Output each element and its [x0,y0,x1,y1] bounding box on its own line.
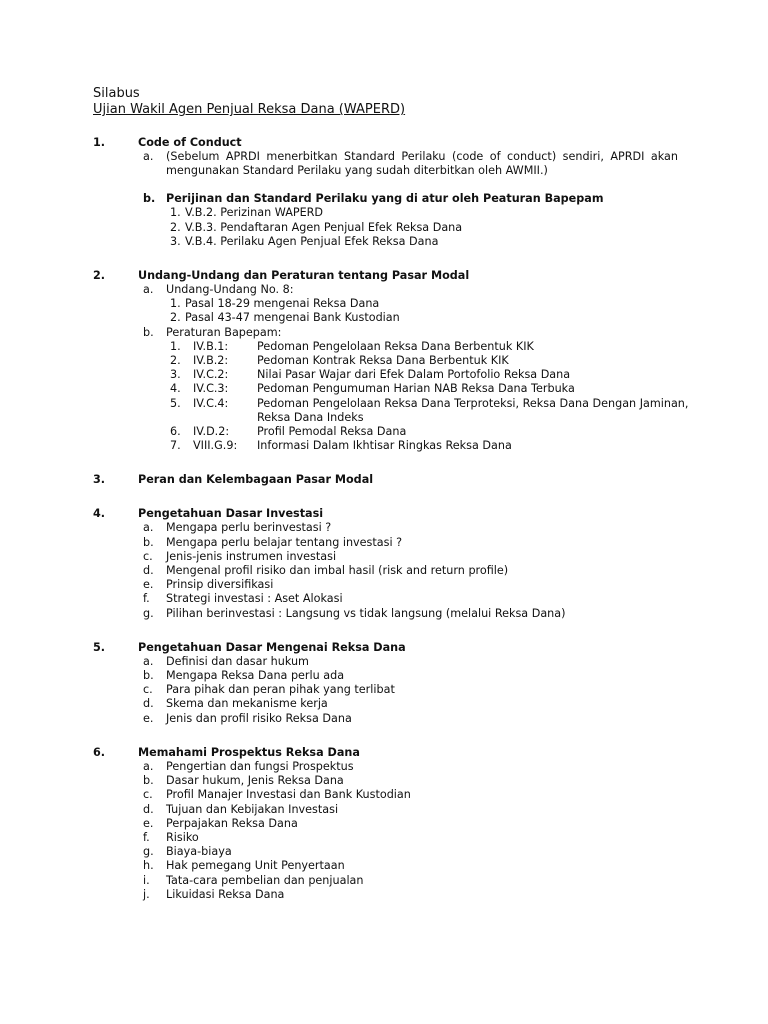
list-item [93,235,693,249]
section-title: Peran dan Kelembagaan Pasar Modal [138,473,374,487]
nested-list [93,297,693,325]
section-1 [93,136,693,249]
item-text: Hak pemegang Unit Penyertaan [166,859,345,873]
item-list [93,521,693,620]
list-item [93,283,693,297]
item-marker: c. [143,788,153,802]
item-text: Skema dan mekanisme kerja [166,697,328,711]
item-number: 1. [170,206,181,220]
item-text: Definisi dan dasar hukum [166,654,309,668]
item-number: 1. [170,339,181,353]
section-number: 2. [93,269,106,283]
item-marker: a. [143,759,154,773]
section-title: Pengetahuan Dasar Investasi [138,507,324,521]
regulation-row [93,340,693,354]
list-item [93,221,693,235]
regulation-row [93,354,693,368]
item-number: 7. [170,439,181,453]
item-text: Undang-Undang No. 8: [166,283,294,297]
item-marker: g. [143,845,154,859]
list-item [93,326,693,340]
regulation-row [93,439,693,453]
regulation-row [93,368,693,382]
item-text: Strategi investasi : Aset Alokasi [166,592,343,606]
list-item [93,536,693,550]
item-marker: b. [143,192,156,206]
section-number: 5. [93,640,106,654]
item-text: V.B.2. Perizinan WAPERD [185,206,324,220]
item-text: V.B.4. Perilaku Agen Penjual Efek Reksa Dana [185,234,439,248]
item-marker: c. [143,683,153,697]
item-text: Mengapa perlu berinvestasi ? [166,521,332,535]
list-item [93,712,693,726]
item-text: Tujuan dan Kebijakan Investasi [166,802,339,816]
item-marker: h. [143,859,154,873]
item-text: Profil Manajer Investasi dan Bank Kustodian [166,788,411,802]
item-text: Jenis-jenis instrumen investasi [166,549,337,563]
list-item [93,206,693,220]
list-item [93,150,693,178]
item-number: 2. [170,354,181,368]
list-item [93,774,693,788]
item-text: Pilihan berinvestasi : Langsung vs tidak langsung (melalui Reksa Dana) [166,606,566,620]
item-marker: a. [143,654,154,668]
item-number: 2. [170,311,181,325]
list-item [93,297,693,311]
item-number: 5. [170,396,181,410]
item-marker: c. [143,549,153,563]
section-title: Memahami Prospektus Reksa Dana [138,745,360,759]
section-number: 6. [93,745,106,759]
regulation-list [93,340,693,454]
list-item [93,888,693,902]
regulation-title: Pedoman Pengumuman Harian NAB Reksa Dana Terbuka [257,382,575,396]
list-item [93,697,693,711]
item-list [93,655,693,726]
list-item [93,760,693,774]
document-subtitle: Ujian Wakil Agen Penjual Reksa Dana (WAPERD) [93,102,406,117]
section-5-heading [93,641,693,655]
list-item [93,607,693,621]
item-text: Mengapa perlu belajar tentang investasi ? [166,535,403,549]
item-marker: j. [143,887,150,901]
section-1-heading [93,136,693,150]
section-title: Code of Conduct [138,136,242,149]
regulation-title: Pedoman Pengelolaan Reksa Dana Berbentuk KIK [257,339,534,353]
list-item [93,831,693,845]
item-marker: d. [143,697,154,711]
list-item [93,788,693,802]
item-marker: e. [143,711,154,725]
item-marker: g. [143,606,154,620]
regulation-title: Pedoman Kontrak Reksa Dana Berbentuk KIK [257,354,509,368]
section-4 [93,507,693,620]
regulation-code: IV.C.2: [193,368,229,382]
item-text: V.B.3. Pendaftaran Agen Penjual Efek Reksa Dana [185,220,463,234]
subsection-title: Perijinan dan Standard Perilaku yang di atur oleh Peaturan Bapepam [166,192,604,206]
item-marker: d. [143,802,154,816]
list-item [93,669,693,683]
item-text: Prinsip diversifikasi [166,578,274,592]
section-5 [93,641,693,726]
list-item [93,578,693,592]
list-item [93,655,693,669]
section-6-heading [93,746,693,760]
item-marker: d. [143,564,154,578]
item-marker: b. [143,669,154,683]
document-page [93,86,693,902]
item-number: 4. [170,382,181,396]
item-text: Biaya-biaya [166,845,232,859]
item-marker: a. [143,521,154,535]
section-6 [93,746,693,902]
item-text: Perpajakan Reksa Dana [166,816,298,830]
item-number: 6. [170,425,181,439]
list-item [93,845,693,859]
list-item [93,817,693,831]
item-number: 3. [170,368,181,382]
regulation-title: Pedoman Pengelolaan Reksa Dana Terproteksi, Reksa Dana Dengan Jaminan, Reksa Dana Indeks [257,396,689,424]
item-list [93,760,693,902]
item-text: Jenis dan profil risiko Reksa Dana [166,711,352,725]
item-marker: b. [143,325,154,339]
regulation-code: IV.C.4: [193,396,229,410]
regulation-code: IV.C.3: [193,382,229,396]
item-text: Pasal 43-47 mengenai Bank Kustodian [185,311,400,325]
item-text: (Sebelum APRDI menerbitkan Standard Perilaku (code of conduct) sendiri, APRDI akan mengunakan Standard Perilaku yang sudah diterbitkan oleh AWMII.) [166,150,678,178]
list-item [93,683,693,697]
regulation-code: IV.B.1: [193,339,229,353]
regulation-row [93,425,693,439]
list-item [93,550,693,564]
section-number: 3. [93,473,106,487]
section-number: 1. [93,136,106,149]
item-number: 2. [170,220,181,234]
item-text: Para pihak dan peran pihak yang terlibat [166,683,395,697]
item-marker: i. [143,873,150,887]
item-marker: b. [143,774,154,788]
item-text: Mengenal profil risiko dan imbal hasil (risk and return profile) [166,564,509,578]
item-marker: e. [143,816,154,830]
regulation-code: VIII.G.9: [193,439,238,453]
section-title: Undang-Undang dan Peraturan tentang Pasar Modal [138,269,470,283]
list-item [93,564,693,578]
section-4-heading [93,507,693,521]
item-marker: b. [143,535,154,549]
item-text: Dasar hukum, Jenis Reksa Dana [166,774,344,788]
item-number: 1. [170,297,181,311]
section-title: Pengetahuan Dasar Mengenai Reksa Dana [138,640,406,654]
regulation-code: IV.D.2: [193,425,230,439]
item-number: 3. [170,234,181,248]
item-marker: f. [143,830,150,844]
regulation-row [93,382,693,396]
regulation-code: IV.B.2: [193,354,229,368]
item-marker: a. [143,283,154,297]
section-3 [93,473,693,487]
item-text: Peraturan Bapepam: [166,325,282,339]
list-item [93,521,693,535]
regulation-row [93,397,693,425]
regulation-title: Profil Pemodal Reksa Dana [257,425,407,439]
section-2-heading [93,269,693,283]
item-marker: a. [143,150,154,163]
list-item [93,859,693,873]
item-text: Likuidasi Reksa Dana [166,887,285,901]
item-text: Pengertian dan fungsi Prospektus [166,759,354,773]
regulation-title: Informasi Dalam Ikhtisar Ringkas Reksa Dana [257,439,512,453]
list-item [93,311,693,325]
item-text: Pasal 18-29 mengenai Reksa Dana [185,297,380,311]
item-text: Risiko [166,830,199,844]
document-title: Silabus [93,86,140,101]
nested-list [93,206,693,249]
regulation-title: Nilai Pasar Wajar dari Efek Dalam Portofolio Reksa Dana [257,368,571,382]
section-number: 4. [93,507,106,521]
item-text: Mengapa Reksa Dana perlu ada [166,669,345,683]
item-marker: e. [143,578,154,592]
item-marker: f. [143,592,150,606]
list-item [93,874,693,888]
section-3-heading [93,473,693,487]
item-text: Tata-cara pembelian dan penjualan [166,873,364,887]
list-item [93,592,693,606]
subsection-heading [93,192,693,206]
list-item [93,803,693,817]
section-2 [93,269,693,453]
